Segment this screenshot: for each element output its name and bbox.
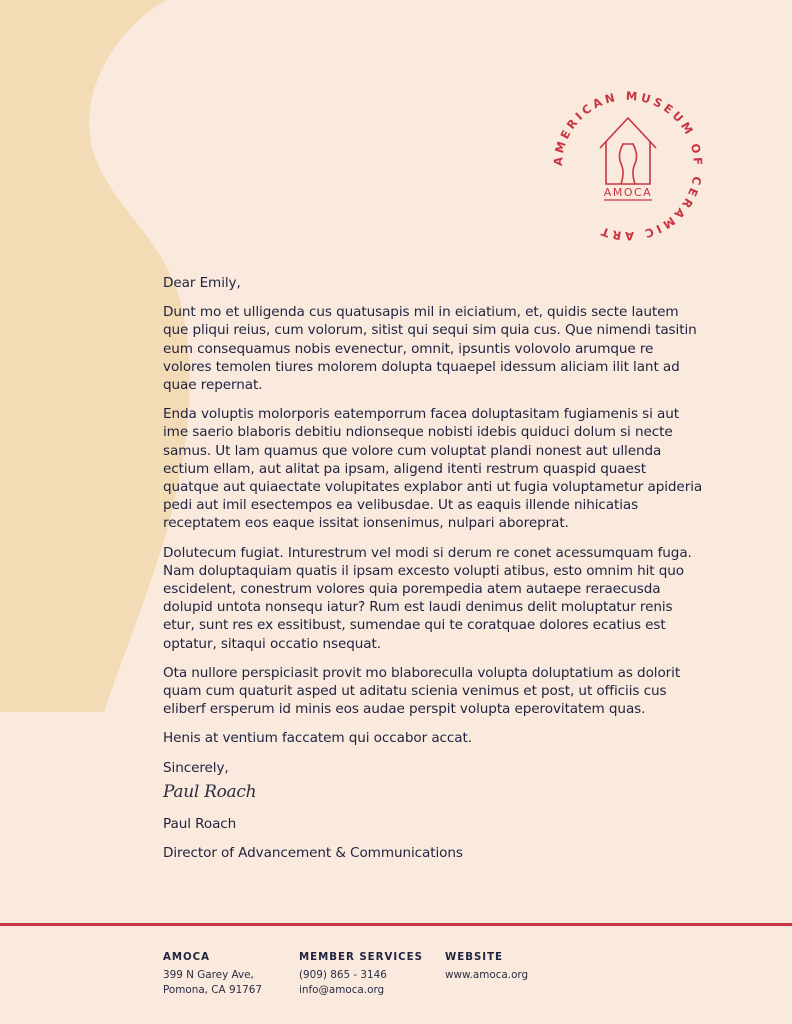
phone-number: (909) 865 - 3146 <box>299 968 387 981</box>
paragraph-1: Dunt mo et ulligenda cus quatusapis mil in eiciatium, et, quidis secte lautem que pliqui reius, cum volorum, sitist qui sequi sim quia cus. Que nimendi tasitin eum consequamus nobis evenectur, omnit, ipsuntis volovolo arumque re volores temolen tiures molorem dolupta tquaepel idessum aliciam ilit lant ad quae repernat. <box>163 304 697 394</box>
house-vase-icon <box>600 118 656 184</box>
paragraph-4: Ota nullore perspiciasit provit mo blaboreculla volupta doluptatium as dolorit quam cum quaturit asped ut aditatu scienia venimus et post, ut officiis cus eliberf ersperum id minis eos audae perspit volupta eperovitatem quas. <box>163 664 681 718</box>
footer-website <box>445 950 528 983</box>
website-url: www.amoca.org <box>445 968 529 981</box>
letter-body <box>163 274 703 873</box>
email-address: info@amoca.org <box>299 984 385 996</box>
handwritten-signature: Paul Roach <box>163 781 257 802</box>
address-line-1: 399 N Garey Ave, <box>163 968 254 981</box>
paragraph-2: Enda voluptis molorporis eatemporrum facea doluptasitam fugiamenis si aut ime saerio blaboris debitiu ndionseque nobisti idebis quiduci dolum si necte samus. Ut lam quamus que volore cum voluptat plandi nonest aut ullenda ectium ellam, aut alitat pa ipsam, aligend itenti restrum quaspid quaest quatque aut quiaectate volupitates explabor anti ut fugia voluptametur apideria pedi aut imil esectempos ea velibusdae. Ut as eaquis illende nihicatias receptatem eos eaque issitat ionsenimus, nulpari aboreprat. <box>163 406 703 532</box>
footer-heading-member-services: MEMBER SERVICES <box>299 952 423 963</box>
paragraph-5: Henis at ventium faccatem qui occabor accat. <box>163 730 472 747</box>
address-line-2: Pomona, CA 91767 <box>163 984 263 996</box>
paragraph-3: Dolutecum fugiat. Inturestrum vel modi si derum re conet acessumquam fuga. Nam doluptaquiam quatis il ipsam excesto volupti atibus, esto omnim hit quo escidelent, conestrum volores quia porempedia atem autaepe reraecusda dolupid untota nonsequ iatur? Rum est laudi denimus delit moluptatur renis etur, sunt res ex essitibust, sumendae qui te coratquae dolores ecatius est optatur, sitaqui occatio nsequat. <box>163 544 692 652</box>
salutation: Dear Emily, <box>163 275 241 291</box>
footer-heading-website: WEBSITE <box>445 952 503 963</box>
footer-address <box>163 950 262 999</box>
amoca-logo-text: AMOCA <box>603 186 653 199</box>
footer-member-services <box>299 950 423 999</box>
svg-text:AMERICAN MUSEUM OF CERAMIC ART <box>551 89 705 243</box>
seal-circular-text: AMERICAN MUSEUM OF CERAMIC ART <box>550 88 706 244</box>
sender-name: Paul Roach <box>163 816 237 833</box>
closing: Sincerely, <box>163 759 229 776</box>
museum-seal-logo <box>548 86 708 246</box>
footer-divider <box>0 923 792 926</box>
footer-heading-amoca: AMOCA <box>163 952 211 963</box>
sender-title: Director of Advancement & Communications <box>163 845 463 862</box>
